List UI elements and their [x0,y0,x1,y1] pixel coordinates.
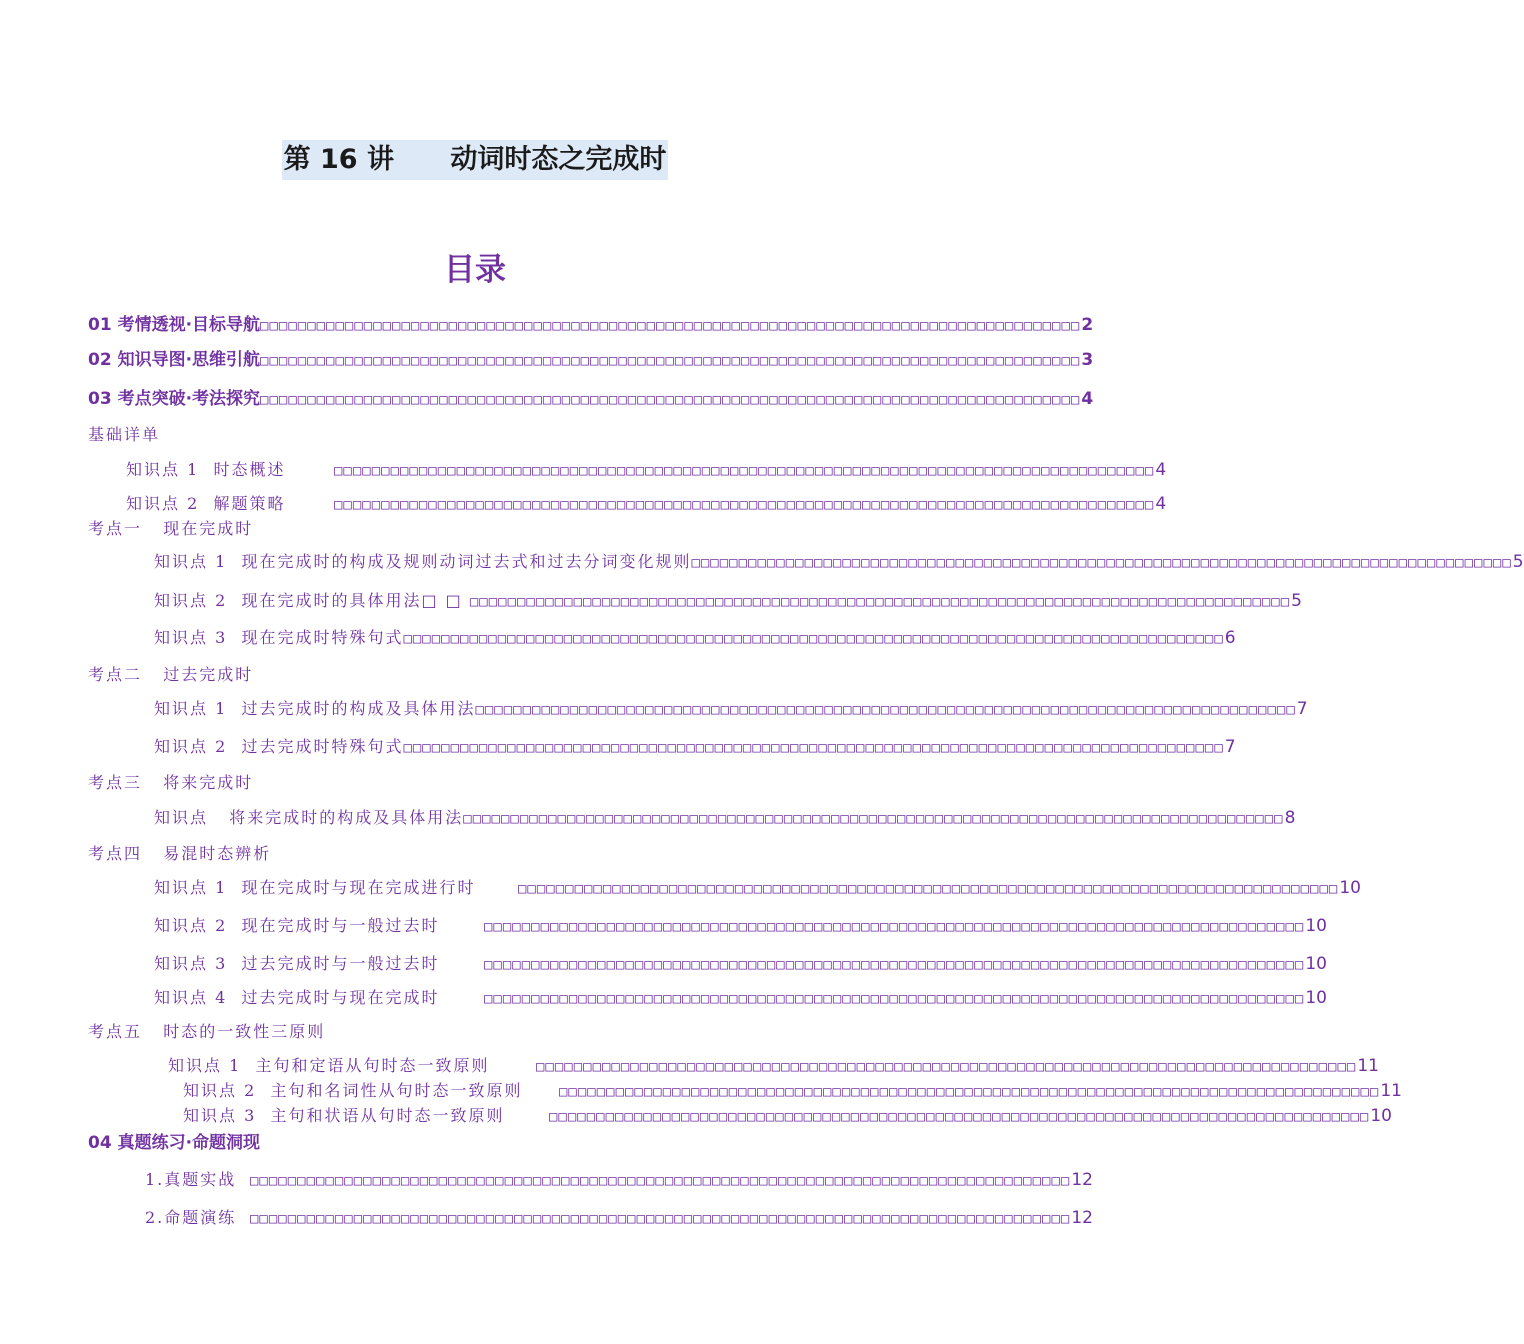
page-number: 10 [1305,954,1327,974]
toc-category-basic: 基础详单 [88,425,161,444]
toc-category-kd3: 考点三 将来完成时 [88,773,254,792]
toc-entry-label: 知识点 4 过去完成时与现在完成时 [154,988,440,1007]
toc-entry-label: 知识点 2 解题策略 [126,494,286,513]
toc-entry-kd2-k1[interactable] [154,696,1308,722]
dot-leader: □□□□□□□□□□□□□□□□□□□□□□□□□□□□□□□□□□□□□□□□□□□□□□□□□□□□□□□□□□□□□□□□□□□□□□□□□□□□□□□□□□□□□□□ [484,957,1305,973]
toc-entry-kd5-k2[interactable] [183,1078,1402,1104]
toc-category-kd1: 考点一 现在完成时 [88,519,254,538]
dot-leader: □□□□□□□□□□□□□□□□□□□□□□□□□□□□□□□□□□□□□□□□□□□□□□□□□□□□□□□□□□□□□□□□□□□□□□□□□□□□□□□□□□□□□□□ [463,811,1284,827]
dot-leader: □□□□□□□□□□□□□□□□□□□□□□□□□□□□□□□□□□□□□□□□□□□□□□□□□□□□□□□□□□□□□□□□□□□□□□□□□□□□□□□□□□□□□□□ [549,1109,1370,1125]
toc-entry-label: 知识点 2 过去完成时特殊句式 [154,737,404,756]
toc-entry-kd3-k1[interactable] [154,805,1296,831]
page-number: 4 [1155,494,1167,514]
toc-entry-label: 知识点 3 现在完成时特殊句式 [154,628,404,647]
dot-leader: □□□□□□□□□□□□□□□□□□□□□□□□□□□□□□□□□□□□□□□□□□□□□□□□□□□□□□□□□□□□□□□□□□□□□□□□□□□□□□□□□□□□□□□ [260,318,1081,334]
toc-entry-s04-2[interactable] [145,1205,1093,1231]
page-number: 10 [1305,988,1327,1008]
dot-leader: □□□□□□□□□□□□□□□□□□□□□□□□□□□□□□□□□□□□□□□□□□□□□□□□□□□□□□□□□□□□□□□□□□□□□□□□□□□□□□□□□□□□□□□ [403,631,1224,647]
dot-leader: □□□□□□□□□□□□□□□□□□□□□□□□□□□□□□□□□□□□□□□□□□□□□□□□□□□□□□□□□□□□□□□□□□□□□□□□□□□□□□□□□□□□□□□ [250,1173,1071,1189]
page-number: 8 [1284,808,1296,828]
page-number: 6 [1224,628,1236,648]
toc-entry-kd5-k3[interactable] [183,1103,1392,1129]
toc-entry-kd1-k3[interactable] [154,625,1236,651]
toc-category-kd4: 考点四 易混时态辨析 [88,844,272,863]
page-number: 12 [1071,1208,1093,1228]
toc-entry-label: 知识点 2 主句和名词性从句时态一致原则 [183,1081,523,1100]
page-number: 4 [1081,389,1094,409]
page-number: 5 [1291,591,1302,611]
page-number: 10 [1305,916,1327,936]
toc-heading: 目录 [444,252,506,288]
toc-entry-label: 知识点 将来完成时的构成及具体用法 [154,808,464,827]
toc-entry-basic-k1[interactable] [126,457,1167,483]
toc-category-kd2: 考点二 过去完成时 [88,665,254,684]
toc-section-04[interactable]: 04 真题练习·命题洞现 [88,1133,261,1153]
dot-leader: □□□□□□□□□□□□□□□□□□□□□□□□□□□□□□□□□□□□□□□□□□□□□□□□□□□□□□□□□□□□□□□□□□□□□□□□□□□□□□□□□□□□□□□ [260,353,1081,369]
toc-entry-label: 知识点 2 现在完成时与一般过去时 [154,916,440,935]
toc-entry-kd1-k1[interactable] [154,549,1524,575]
toc-entry-label: 03 考点突破·考法探究 [88,389,261,409]
toc-entry-label: 知识点 3 过去完成时与一般过去时 [154,954,440,973]
page-number: 10 [1370,1106,1392,1126]
toc-entry-02[interactable] [88,347,1094,373]
dot-leader: □□□□□□□□□□□□□□□□□□□□□□□□□□□□□□□□□□□□□□□□□□□□□□□□□□□□□□□□□□□□□□□□□□□□□□□□□□□□□□□□□□□□□□□ [691,555,1512,571]
page-number: 5 [1512,552,1524,572]
dot-leader: □□□□□□□□□□□□□□□□□□□□□□□□□□□□□□□□□□□□□□□□□□□□□□□□□□□□□□□□□□□□□□□□□□□□□□□□□□□□□□□□□□□□□□□ [260,392,1081,408]
dot-leader: □□□□□□□□□□□□□□□□□□□□□□□□□□□□□□□□□□□□□□□□□□□□□□□□□□□□□□□□□□□□□□□□□□□□□□□□□□□□□□□□□□□□□□□ [559,1084,1380,1100]
page-number: 4 [1155,460,1167,480]
toc-entry-label: 知识点 2 现在完成时的具体用法□ □ [154,591,470,610]
toc-entry-label: 知识点 1 现在完成时的构成及规则动词过去式和过去分词变化规则 [154,552,692,571]
dot-leader: □□□□□□□□□□□□□□□□□□□□□□□□□□□□□□□□□□□□□□□□□□□□□□□□□□□□□□□□□□□□□□□□□□□□□□□□□□□□□□□□□□□□□□□ [484,919,1305,935]
dot-leader: □□□□□□□□□□□□□□□□□□□□□□□□□□□□□□□□□□□□□□□□□□□□□□□□□□□□□□□□□□□□□□□□□□□□□□□□□□□□□□□□□□□□□□□ [518,881,1339,897]
toc-entry-kd4-k1[interactable] [154,875,1361,901]
toc-entry-01[interactable] [88,312,1094,338]
page-number: 11 [1357,1056,1379,1076]
toc-entry-kd1-k2[interactable] [154,588,1302,614]
dot-leader: □□□□□□□□□□□□□□□□□□□□□□□□□□□□□□□□□□□□□□□□□□□□□□□□□□□□□□□□□□□□□□□□□□□□□□□□□□□□□□□□□□□□□□□ [469,594,1291,610]
toc-entry-label: 2.命题演练 [145,1208,237,1227]
toc-entry-03[interactable] [88,386,1094,412]
toc-entry-label: 知识点 1 现在完成时与现在完成进行时 [154,878,476,897]
page-number: 12 [1071,1170,1093,1190]
toc-entry-label: 01 考情透视·目标导航 [88,315,261,335]
dot-leader: □□□□□□□□□□□□□□□□□□□□□□□□□□□□□□□□□□□□□□□□□□□□□□□□□□□□□□□□□□□□□□□□□□□□□□□□□□□□□□□□□□□□□□□ [536,1059,1357,1075]
page-number: 2 [1081,315,1094,335]
toc-entry-label: 02 知识导图·思维引航 [88,350,261,370]
toc-entry-label: 知识点 3 主句和状语从句时态一致原则 [183,1106,505,1125]
title-wrap [0,140,950,180]
toc-category-kd5: 考点五 时态的一致性三原则 [88,1022,326,1041]
dot-leader: □□□□□□□□□□□□□□□□□□□□□□□□□□□□□□□□□□□□□□□□□□□□□□□□□□□□□□□□□□□□□□□□□□□□□□□□□□□□□□□□□□□□□□□ [334,497,1155,513]
toc-entry-label: 知识点 1 时态概述 [126,460,286,479]
dot-leader: □□□□□□□□□□□□□□□□□□□□□□□□□□□□□□□□□□□□□□□□□□□□□□□□□□□□□□□□□□□□□□□□□□□□□□□□□□□□□□□□□□□□□□□ [484,991,1305,1007]
page-number: 10 [1339,878,1361,898]
toc-entry-label: 知识点 1 主句和定语从句时态一致原则 [168,1056,490,1075]
dot-leader: □□□□□□□□□□□□□□□□□□□□□□□□□□□□□□□□□□□□□□□□□□□□□□□□□□□□□□□□□□□□□□□□□□□□□□□□□□□□□□□□□□□□□□□ [250,1211,1071,1227]
page-number: 3 [1081,350,1094,370]
page-number: 11 [1380,1081,1402,1101]
page-number: 7 [1296,699,1308,719]
toc-entry-label: 1.真题实战 [145,1170,237,1189]
toc-entry-kd5-k1[interactable] [168,1053,1379,1079]
toc-entry-kd4-k3[interactable] [154,951,1327,977]
toc-entry-kd4-k4[interactable] [154,985,1327,1011]
toc-entry-basic-k2[interactable] [126,491,1167,517]
toc-entry-kd4-k2[interactable] [154,913,1327,939]
dot-leader: □□□□□□□□□□□□□□□□□□□□□□□□□□□□□□□□□□□□□□□□□□□□□□□□□□□□□□□□□□□□□□□□□□□□□□□□□□□□□□□□□□□□□□□ [475,702,1296,718]
page-number: 7 [1224,737,1236,757]
dot-leader: □□□□□□□□□□□□□□□□□□□□□□□□□□□□□□□□□□□□□□□□□□□□□□□□□□□□□□□□□□□□□□□□□□□□□□□□□□□□□□□□□□□□□□□ [403,740,1224,756]
toc-entry-label: 知识点 1 过去完成时的构成及具体用法 [154,699,476,718]
lecture-title: 第 16 讲 动词时态之完成时 [282,140,669,180]
toc-entry-s04-1[interactable] [145,1167,1093,1193]
dot-leader: □□□□□□□□□□□□□□□□□□□□□□□□□□□□□□□□□□□□□□□□□□□□□□□□□□□□□□□□□□□□□□□□□□□□□□□□□□□□□□□□□□□□□□□ [334,463,1155,479]
toc-entry-kd2-k2[interactable] [154,734,1236,760]
